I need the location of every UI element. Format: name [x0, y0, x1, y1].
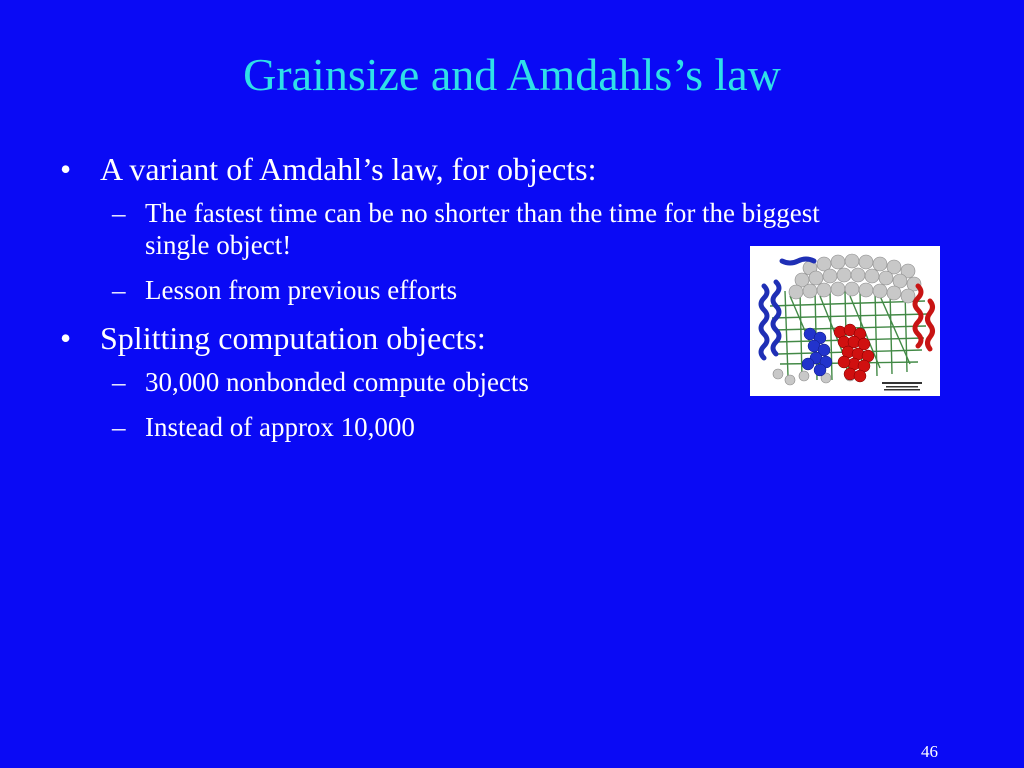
sub-bullet-marker: –: [112, 367, 126, 397]
page-number: 46: [921, 742, 938, 761]
molecule-image: [750, 246, 940, 396]
sub-bullet-item: [60, 411, 920, 443]
sub-bullet-text: 30,000 nonbonded compute objects: [145, 367, 529, 397]
sub-bullet-marker: –: [112, 198, 126, 228]
sub-bullet-text: Lesson from previous efforts: [145, 275, 458, 305]
molecule-illustration: [750, 246, 940, 396]
bullet-text: A variant of Amdahl’s law, for objects:: [100, 151, 597, 187]
sub-bullet-text: The fastest time can be no shorter than the time for the biggest single object!: [145, 198, 820, 260]
bullet-item: [60, 150, 920, 188]
sub-bullet-marker: –: [112, 412, 126, 442]
sub-bullet-item: [60, 197, 845, 261]
bullet-text: Splitting computation objects:: [100, 320, 486, 356]
sub-bullet-text: Instead of approx 10,000: [145, 412, 415, 442]
bullet-marker: •: [60, 320, 72, 356]
sub-bullet-marker: –: [112, 275, 126, 305]
bullet-marker: •: [60, 151, 72, 187]
slide-title: Grainsize and Amdahls’s law: [243, 49, 781, 100]
